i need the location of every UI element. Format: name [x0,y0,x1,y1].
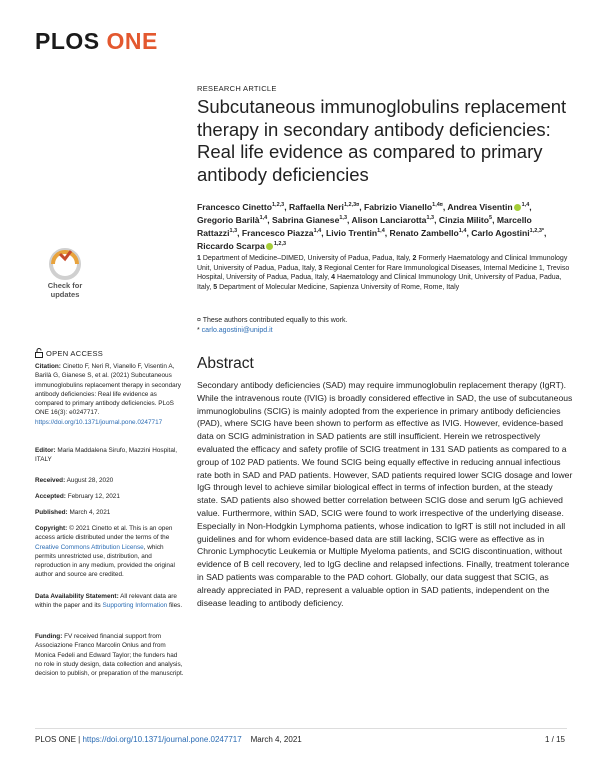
author-name: Francesco Piazza [241,228,314,239]
license-link[interactable]: Creative Commons Attribution License [35,543,144,551]
author-name: Fabrizio Vianello [364,201,433,212]
author-affiliation-marker: 1,4¤ [432,202,443,208]
funding-label: Funding: [35,633,63,640]
affiliation-number: 5 [213,283,218,291]
received-block [35,476,185,485]
page-footer [35,735,565,744]
copyright-label: Copyright: [35,525,68,532]
received-date: August 28, 2020 [66,477,114,484]
editor-text: Maria Maddalena Sirufo, Mazzini Hospital, ITALY [35,447,178,464]
author-affiliation-marker: 1,4 [521,202,530,208]
author [197,202,284,212]
author-name: Sabrina Gianese [272,215,340,226]
author [326,228,385,238]
data-availability-text-1: All relevant data are within the paper and its [35,593,177,610]
affiliation-text: Department of Medicine–DIMED, University of Padua, Padua, Italy, [202,255,411,262]
author-name: Cinzia Milito [438,215,490,226]
accepted-date: February 12, 2021 [67,493,120,500]
footer-separator: | [75,735,83,744]
published-date: March 4, 2021 [69,509,111,516]
affiliation-number: 4 [331,274,336,282]
orcid-icon[interactable] [266,243,273,250]
author [289,202,359,212]
accepted-label: Accepted: [35,493,66,500]
affiliation-number: 1 [197,255,201,262]
footer-journal: PLOS ONE [35,735,76,744]
data-availability-text-2: files. [168,602,183,610]
author-name: Gregorio Barilà [197,215,260,226]
author-affiliation-marker: 1,3 [229,228,238,235]
author [471,228,544,238]
author-name: Andrea Visentin [447,201,513,212]
author [197,241,286,251]
affiliation-text: Regional Center for Rare Immunological Diseases, Internal Medicine 1, Treviso Hospital, University of Padua, Padua, Italy, [197,264,570,282]
abstract-text: Secondary antibody deficiencies (SAD) may require immunoglobulin replacement therapy (IgRT). While the intravenous route (IVIG) is broadly considered effective in SAD, the use of subcutaneous immunoglobulins (SCIG) is mainly adopted from the experience in primary antibody deficiencies (PAD), where SCIG have been shown to perform as effective as IVIG. However, evidence-based data on SCIG administration in SAD patients are still insufficient. Herein we retrospectively evaluated the efficacy and safety profile of SCIG treatment in 131 SAD patients as compared to a group of 102 PAD patients. We found SCIG being equally effective in reducing annual infectious rate both in SAD and PAD patients. However, SAD patients required lower SCIG dosage and lower IgG through level to achieve similar biological effect in terms of infection burden, at the steady state. SAD patients also showed better correlation between SCIG dose and serum IgG achieved value. Furthermore, within SAD, SCIG were found to work irrespective of the underlying disease. Especially in Non-Hodgkin Lymphoma patients, whose indication to IgRT is still not included in all guidelines and for whom evidence-based data are still lacking, SCIG were as effective as in Chronic Lymphocytic Leukemia or Multiple Myeloma patients, and SCIG discontinuation, without evidence of B cell recovery, led to IgG decline and relapsed infections. Finally, treatment tolerance in SAD patients was comparable to the PAD cohort. Globally, our data suggest that SCIG, as already appreciated in PAD, represent a valuable option in SAD patients, independent on the disease leading to antibody deficiency. [197,380,573,608]
affiliation-number: 2 [412,255,417,262]
author [390,228,467,238]
author-name: Alison Lanciarotta [351,215,427,226]
affiliation-number: 3 [318,264,323,272]
abstract-heading: Abstract [197,355,254,372]
author [447,202,529,212]
editor-block [35,446,185,465]
affiliations [197,254,577,292]
author-affiliation-marker: 1,4 [377,228,385,235]
footer-date: March 4, 2021 [250,735,302,744]
article-title: Subcutaneous immunoglobulins replacement therapy in secondary antibody deficiencies: Real life evidence as compared to primary antibody deficiencies [197,96,567,185]
orcid-icon[interactable] [514,204,521,211]
affiliation-text: Formerly Haematology and Clinical Immunology Unit, University of Padua, Padua, Italy, [197,255,568,272]
corresponding-email-line [197,326,557,336]
data-availability-block [35,592,185,611]
supporting-information-link[interactable]: Supporting Information [102,602,168,610]
author [242,228,321,238]
affiliation-text: Haematology and Clinical Immunology Unit, University of Padua, Padua, Italy, [197,274,562,291]
author [351,215,434,225]
equal-contribution-note: ¤ These authors contributed equally to this work. [197,317,348,324]
author-notes [197,316,557,335]
author-affiliation-marker: 1,3 [426,215,435,222]
article-type: RESEARCH ARTICLE [197,84,277,93]
check-for-updates-label[interactable]: Check for updates [47,281,83,299]
footer-doi-link[interactable]: https://doi.org/10.1371/journal.pone.0247717 [82,735,242,744]
received-label: Received: [35,477,66,484]
author [439,215,492,225]
accepted-block [35,492,185,501]
author-name: Marcello Rattazzi [197,215,532,239]
citation-block [35,362,185,427]
author-list: Francesco Cinetto$^{1,2,3}$, Raffaella Neri$^{1,2,3¤}$, Fabrizio Vianello$^{1,4¤}$, Andrea Visentin $^{1,4}$, Gregorio Barilà$^{1,4}$, Sabrina Gianese$^{1,3}$, Alison Lanciarotta$^{1,3}$, Cinzia Milito$^5$, Marcello Rattazzi$^{1,3}$, Francesco Piazza$^{1,4}$, Livio Trentin$^{1,4}$, Renato Zambello$^{1,4}$, Carlo Agostini$^{1,2,3*}$, Riccardo Scarpa $^{1,2,3}$ [197,201,547,252]
open-access-label: OPEN ACCESS [46,349,104,358]
open-access-badge [35,348,103,358]
author-name: Riccardo Scarpa [197,241,265,252]
page-number: 1 / 15 [544,735,565,744]
published-label: Published: [35,509,68,516]
author-affiliation-marker: 1,3 [339,215,348,222]
author-name: Carlo Agostini [471,228,530,239]
data-availability-label: Data Availability Statement: [35,593,119,600]
author-name: Francesco Cinetto [197,201,272,212]
author-name: Renato Zambello [389,228,459,239]
copyright-block [35,524,185,580]
author [364,202,443,212]
citation-label: Citation: [35,363,61,370]
affiliation-text: Department of Molecular Medicine, Sapienza University of Rome, Rome, Italy [219,283,460,291]
author-affiliation-marker: 1,2,3 [271,202,285,208]
author [197,215,267,225]
author-affiliation-marker: 1,4 [259,215,268,222]
author-affiliation-marker: 1,2,3* [529,228,545,235]
published-block [35,508,185,517]
email-prefix: * [197,326,202,334]
copyright-text-2: , which permits unrestricted use, distribution, and reproduction in any medium, provided the original author and source are credited. [35,543,175,579]
author-affiliation-marker: 1,2,3¤ [343,202,360,208]
logo-one: ONE [106,28,158,54]
corresponding-email[interactable]: carlo.agostini@unipd.it [201,326,273,334]
citation-text: Cinetto F, Neri R, Vianello F, Visentin A, Barilà G, Gianese S, et al. (2021) Subcutaneous immunoglobulins replacement therapy in secondary antibody deficiencies: Real life evidence as compared to primary antibody deficiencies. PLoS ONE 16(3): e0247717. [35,363,181,417]
copyright-text-1: © 2021 Cinetto et al. This is an open access article distributed under the terms of the [35,525,173,542]
author [272,215,347,225]
citation-link[interactable]: https://doi.org/10.1371/journal.pone.0247717 [35,418,163,426]
open-lock-icon [35,348,43,358]
funding-text: FV received financial support from Associazione Franco Marcolin Onlus and from Monica Fedeli and Edward Taylor; the funders had no role in study design, data collection and analysis, decision to publish, or preparation of the manuscript. [35,633,184,678]
author-name: Livio Trentin [326,228,378,239]
logo-plos: PLOS [35,28,100,54]
footer-divider [35,728,567,729]
author-affiliation-marker: 1,4 [313,228,322,235]
editor-label: Editor: [35,447,56,454]
author-affiliation-marker: 1,4 [458,228,467,235]
author-affiliation-marker: 5 [489,215,493,222]
journal-logo [35,28,158,55]
author-affiliation-marker: 1,2,3 [273,241,287,248]
author-name: Raffaella Neri [289,201,344,212]
funding-block [35,632,185,678]
